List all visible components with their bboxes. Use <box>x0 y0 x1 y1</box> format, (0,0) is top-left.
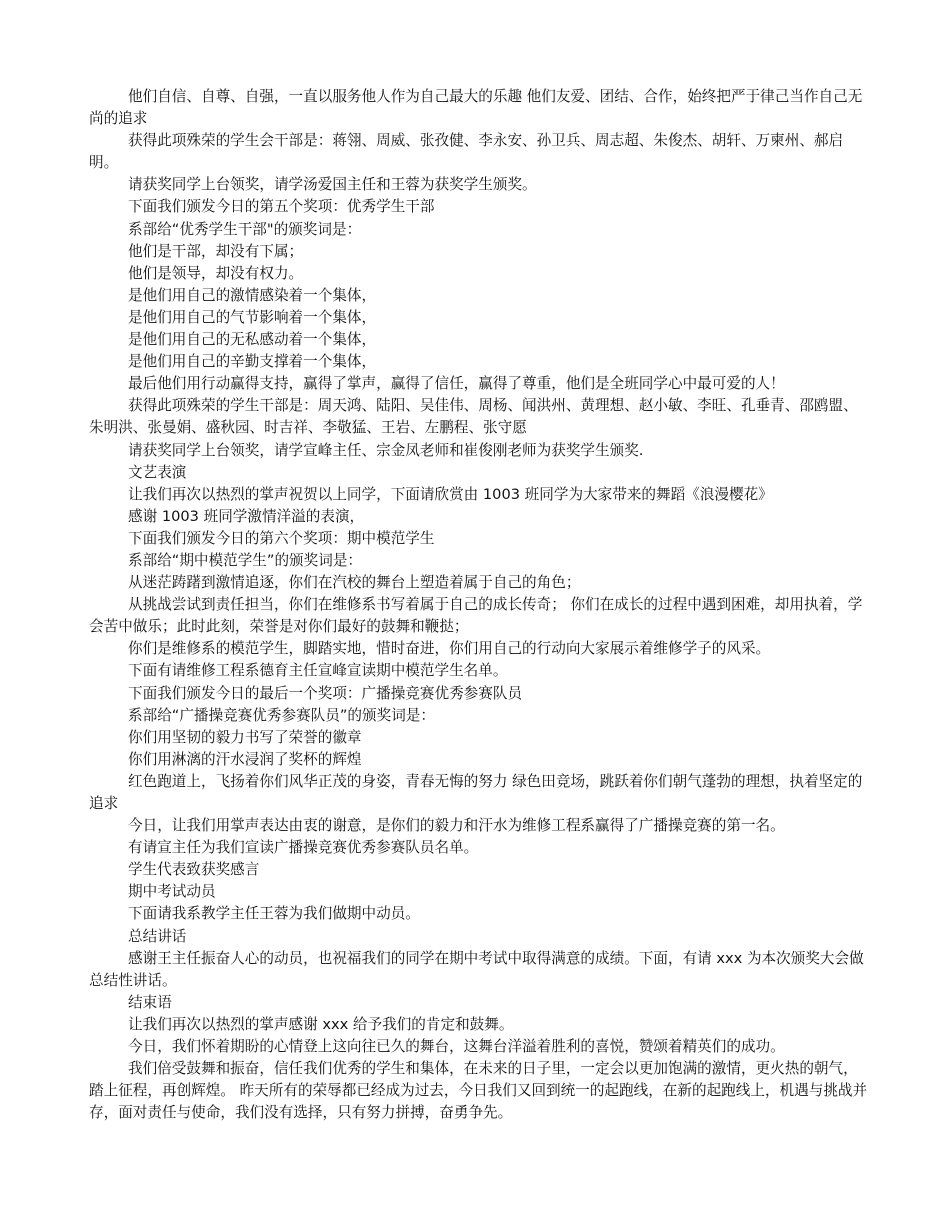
paragraph: 是他们用自己的气节影响着一个集体， <box>128 308 377 326</box>
paragraph: 是他们用自己的激情感染着一个集体， <box>128 286 377 304</box>
paragraph: 让我们再次以热烈的掌声感谢 xxx 给予我们的肯定和鼓舞。 <box>128 1015 514 1033</box>
paragraph: 是他们用自己的无私感动着一个集体， <box>128 331 377 349</box>
paragraph: 今日，我们怀着期盼的心情登上这向往已久的舞台，这舞台洋溢着胜利的喜悦，赞颂着精英们的成功。 <box>128 1038 785 1056</box>
paragraph: 感谢王主任振奋人心的动员，也祝福我们的同学在期中考试中取得满意的成绩。下面，有请 xxx 为本次颁奖大会做总结性讲话。 <box>89 949 864 989</box>
paragraph: 我们倍受鼓舞和振奋，信任我们优秀的学生和集体，在未来的日子里，一定会以更加饱满的激情，更火热的朝气，踏上征程，再创辉煌。 昨天所有的荣辱都已经成为过去，今日我们又回到统一的起跑线，在新的起跑线上，机遇与挑战并存，面对责任与使命，我们没有选择，只有努力拼搏，奋勇争先。 <box>89 1060 868 1122</box>
paragraph: 下面我们颁发今日的第五个奖项：优秀学生干部 <box>128 198 435 216</box>
paragraph: 他们是干部，却没有下属； <box>128 242 304 260</box>
paragraph: 从迷茫踌躇到激情追逐，你们在汽校的舞台上塑造着属于自己的角色； <box>128 574 581 592</box>
paragraph: 系部给“优秀学生干部"的颁奖词是： <box>128 220 362 238</box>
paragraph: 最后他们用行动赢得支持，赢得了掌声，赢得了信任，赢得了尊重，他们是全班同学心中最可爱的人！ <box>128 375 785 393</box>
document-body <box>0 86 950 1124</box>
paragraph: 获得此项殊荣的学生会干部是：蒋翎、周威、张孜健、李永安、孙卫兵、周志超、朱俊杰、胡轩、万柬州、郝启明。 <box>89 132 844 172</box>
paragraph: 获得此项殊荣的学生干部是：周天鸿、陆阳、吴佳伟、周杨、闻洪州、黄理想、赵小敏、李旺、孔垂青、邵鸥盟、朱明洪、张曼娟、盛秋园、时吉祥、李敬猛、王岩、左鹏程、张守愿 <box>89 397 858 437</box>
paragraph: 感谢 1003 班同学激情洋溢的表演， <box>128 507 365 525</box>
paragraph: 系部给“期中模范学生”的颁奖词是： <box>128 551 363 569</box>
paragraph: 他们是领导，却没有权力。 <box>128 264 304 282</box>
paragraph: 下面有请维修工程系德育主任宣峰宣读期中模范学生名单。 <box>128 662 508 680</box>
paragraph: 请获奖同学上台领奖，请学宣峰主任、宗金凤老师和崔俊刚老师为获奖学生颁奖. <box>128 441 644 459</box>
paragraph: 红色跑道上，飞扬着你们风华正茂的身姿，青春无悔的努力 绿色田竞场，跳跃着你们朝气蓬勃的理想，执着坚定的追求 <box>89 772 863 812</box>
paragraph: 有请宣主任为我们宣读广播操竞赛优秀参赛队员名单。 <box>128 839 479 857</box>
paragraph: 你们用淋漓的汗水浸润了奖杯的辉煌 <box>128 750 362 768</box>
paragraph: 下面我们颁发今日的最后一个奖项：广播操竞赛优秀参赛队员 <box>128 684 523 702</box>
paragraph: 他们自信、自尊、自强，一直以服务他人作为自己最大的乐趣 他们友爱、团结、合作，始终把严于律己当作自己无尚的追求 <box>89 88 863 128</box>
section-heading: 学生代表致获奖感言 <box>128 861 260 879</box>
paragraph: 是他们用自己的辛勤支撑着一个集体， <box>128 353 377 371</box>
section-heading: 期中考试动员 <box>128 883 216 901</box>
paragraph: 从挑战尝试到责任担当，你们在维修系书写着属于自己的成长传奇； 你们在成长的过程中遇到困难，却用执着，学会苦中做乐；此时此刻，荣誉是对你们最好的鼓舞和鞭挞； <box>89 596 863 636</box>
paragraph: 你们用坚韧的毅力书写了荣誉的徽章 <box>128 728 362 746</box>
paragraph: 下面我们颁发今日的第六个奖项：期中模范学生 <box>128 529 435 547</box>
paragraph: 让我们再次以热烈的掌声祝贺以上同学，下面请欣赏由 1003 班同学为大家带来的舞蹈《浪漫樱花》 <box>128 485 773 503</box>
paragraph: 下面请我系教学主任王蓉为我们做期中动员。 <box>128 905 420 923</box>
paragraph: 请获奖同学上台领奖，请学汤爱国主任和王蓉为获奖学生颁奖。 <box>128 176 537 194</box>
section-heading: 总结讲话 <box>128 927 187 945</box>
paragraph: 你们是维修系的模范学生，脚踏实地，惜时奋进，你们用自己的行动向大家展示着维修学子的风采。 <box>128 640 771 658</box>
paragraph: 系部给“广播操竞赛优秀参赛队员”的颁奖词是： <box>128 706 435 724</box>
section-heading: 文艺表演 <box>128 463 187 481</box>
section-heading: 结束语 <box>128 993 172 1011</box>
paragraph: 今日，让我们用掌声表达由衷的谢意，是你们的毅力和汗水为维修工程系赢得了广播操竞赛的第一名。 <box>128 817 785 835</box>
